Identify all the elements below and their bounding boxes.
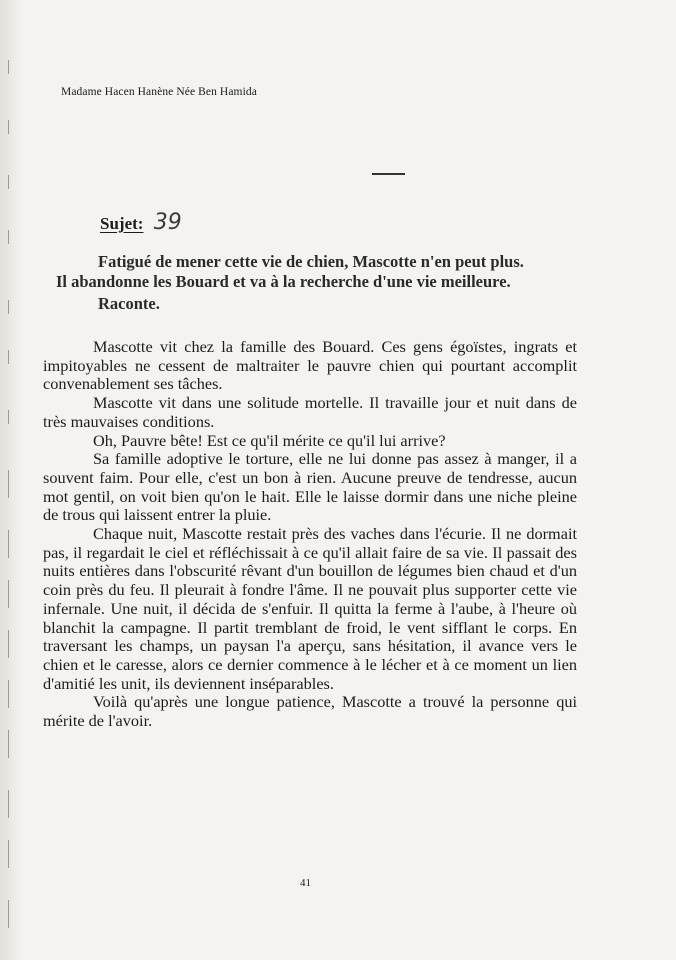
- page-number: 41: [300, 877, 311, 889]
- margin-tick: [8, 580, 9, 608]
- margin-tick: [8, 680, 9, 708]
- paragraph: Sa famille adoptive le torture, elle ne lui donne pas assez à manger, il a souvent faim. Pour elle, c'est un bon à rien. Aucune preuve de tendresse, aucun mot gentil, on voit bien qu'on le hait. Elle le laisse dormir dans une niche pleine de trous qui laissent entrer la pluie.: [43, 449, 577, 525]
- prompt-line: Fatigué de mener cette vie de chien, Mascotte n'en peut plus.: [98, 252, 524, 271]
- margin-tick: [8, 300, 9, 314]
- binding-edge: [0, 0, 22, 960]
- margin-tick: [8, 470, 9, 498]
- margin-tick: [8, 175, 9, 189]
- essay-body: [43, 338, 577, 731]
- writing-prompt: [56, 252, 596, 314]
- paragraph: Mascotte vit dans une solitude mortelle. Il travaille jour et nuit dans de très mauvaises conditions.: [43, 393, 577, 431]
- paragraph: Oh, Pauvre bête! Est ce qu'il mérite ce qu'il lui arrive?: [93, 430, 446, 450]
- subject-heading: [100, 210, 182, 235]
- prompt-instruction: Raconte.: [98, 294, 160, 313]
- margin-tick: [8, 790, 9, 818]
- separator-dash: [372, 173, 405, 175]
- margin-tick: [8, 730, 9, 758]
- paragraph: Chaque nuit, Mascotte restait près des vaches dans l'écurie. Il ne dormait pas, il regardait le ciel et réfléchissait à ce qu'il allait faire de sa vie. Il passait des nuits entières dans l'obscurité rêvant d'un bouillon de légumes bien chaud et d'un coin près du feu. Il pleurait à fondre l'âme. Il ne pouvait plus supporter cette vie infernale. Une nuit, il décida de s'enfuir. Il quitta la ferme à l'aube, à l'heure où blanchit la campagne. Il partit tremblant de froid, le vent sifflant le corps. En traversant les champs, un paysan l'a aperçu, sans hésitation, il avance vers le chien et le caresse, alors ce dernier commence à le lécher et à ce moment un lien d'amitié les unit, ils deviennent inséparables.: [43, 524, 577, 693]
- author-line: Madame Hacen Hanène Née Ben Hamida: [61, 86, 257, 98]
- margin-tick: [8, 60, 9, 74]
- margin-tick: [8, 230, 9, 244]
- margin-tick: [8, 120, 9, 134]
- margin-tick: [8, 530, 9, 558]
- prompt-line: Il abandonne les Bouard et va à la recherche d'une vie meilleure.: [56, 272, 511, 291]
- paragraph: Mascotte vit chez la famille des Bouard. Ces gens égoïstes, ingrats et impitoyables ne cessent de maltraiter le pauvre chien qui pourtant accomplit convenablement ses tâches.: [43, 337, 577, 394]
- subject-number-handwritten: 39: [153, 210, 182, 235]
- subject-label: Sujet:: [100, 214, 144, 233]
- margin-tick: [8, 840, 9, 868]
- margin-tick: [8, 350, 9, 364]
- margin-tick: [8, 900, 9, 928]
- margin-tick: [8, 630, 9, 658]
- paragraph: Voilà qu'après une longue patience, Mascotte a trouvé la personne qui mérite de l'avoir.: [43, 692, 577, 731]
- margin-tick: [8, 410, 9, 424]
